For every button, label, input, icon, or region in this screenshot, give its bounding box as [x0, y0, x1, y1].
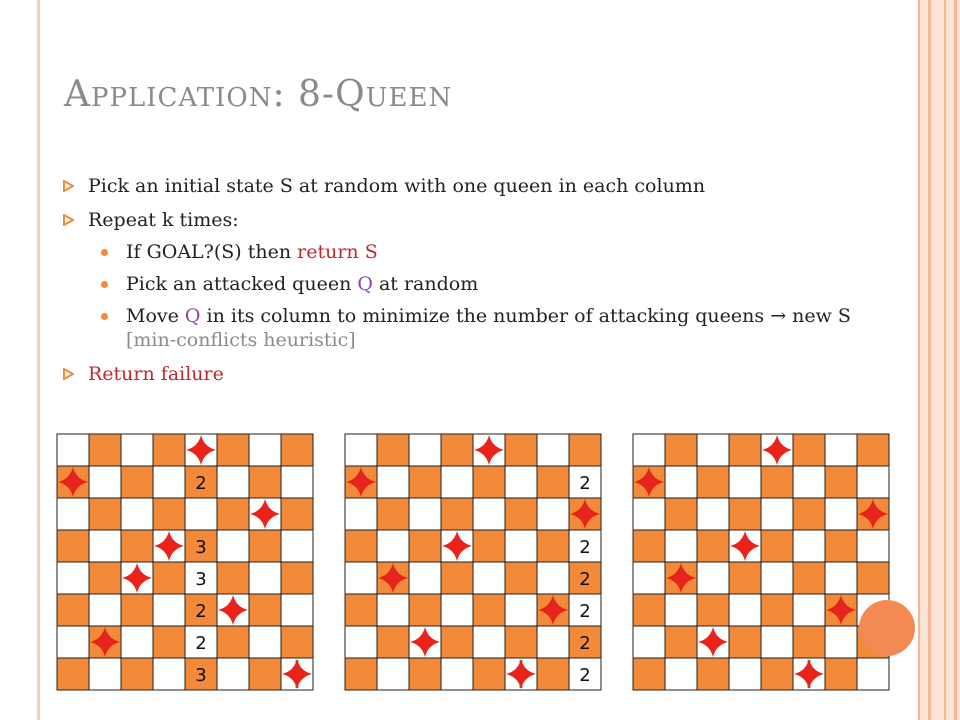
- board-square: [441, 658, 473, 690]
- board-square: [441, 466, 473, 498]
- board-square: [665, 466, 697, 498]
- sub-text: Pick an attacked queen: [126, 273, 358, 295]
- bullet-icon: [62, 180, 74, 192]
- board-square: [665, 498, 697, 530]
- conflict-count-label: 2: [195, 473, 207, 494]
- bullet-text: Return failure: [88, 363, 224, 385]
- board-square: [249, 626, 281, 658]
- sub-text-q: Q: [184, 305, 201, 327]
- board-square: [473, 594, 505, 626]
- conflict-count-label: 2: [195, 601, 207, 622]
- board-square: [697, 434, 729, 466]
- board-square: [697, 658, 729, 690]
- board-square: [473, 498, 505, 530]
- board-square: [345, 530, 377, 562]
- board-square: [249, 530, 281, 562]
- board-square: [473, 658, 505, 690]
- board-square: [697, 530, 729, 562]
- board-square: [633, 594, 665, 626]
- board-square: [537, 498, 569, 530]
- board-square: [441, 562, 473, 594]
- board-square: [281, 466, 313, 498]
- title-colon: : 8-: [272, 74, 336, 115]
- board-square: [57, 434, 89, 466]
- board-square: [89, 434, 121, 466]
- chessboard-1: [56, 433, 314, 691]
- board-square: [761, 658, 793, 690]
- board-square: [537, 530, 569, 562]
- board-square: [537, 434, 569, 466]
- board-square: [761, 530, 793, 562]
- board-square: [89, 530, 121, 562]
- board-square: [153, 594, 185, 626]
- board-square: [153, 498, 185, 530]
- board-square: [217, 562, 249, 594]
- board-square: [377, 434, 409, 466]
- board-square: [697, 562, 729, 594]
- board-square: [217, 530, 249, 562]
- board-square: [729, 434, 761, 466]
- board-square: [409, 530, 441, 562]
- title-first-letter: A: [64, 74, 91, 115]
- board-square: [633, 530, 665, 562]
- bullet-initial-state: [62, 174, 902, 198]
- board-square: [281, 530, 313, 562]
- sub-bullet-pick: [88, 272, 902, 296]
- board-square: [857, 562, 889, 594]
- board-square: [857, 658, 889, 690]
- board-square: [633, 626, 665, 658]
- sub-text: If GOAL?(S) then: [126, 241, 298, 263]
- board-square: [153, 626, 185, 658]
- board-square: [505, 530, 537, 562]
- board-square: [537, 466, 569, 498]
- board-square: [665, 658, 697, 690]
- board-square: [505, 594, 537, 626]
- board-square: [377, 594, 409, 626]
- chessboard-3: [632, 433, 890, 691]
- board-square: [825, 562, 857, 594]
- title-q-letter: Q: [335, 74, 366, 115]
- board-square: [793, 466, 825, 498]
- board-square: [153, 466, 185, 498]
- board-square: [377, 530, 409, 562]
- board-square: [409, 434, 441, 466]
- conflict-count-label: 3: [195, 665, 207, 686]
- board-square: [633, 498, 665, 530]
- board-square: [857, 466, 889, 498]
- board-square: [729, 466, 761, 498]
- board-square: [697, 498, 729, 530]
- bullet-repeat: [62, 208, 902, 352]
- board-square: [185, 498, 217, 530]
- board-square: [57, 626, 89, 658]
- board-square: [89, 498, 121, 530]
- board-square: [441, 498, 473, 530]
- board-square: [537, 626, 569, 658]
- board-square: [825, 658, 857, 690]
- board-square: [89, 562, 121, 594]
- board-square: [473, 466, 505, 498]
- board-square: [345, 562, 377, 594]
- board-square: [89, 466, 121, 498]
- board-square: [377, 626, 409, 658]
- sub-text-q: Q: [357, 273, 373, 295]
- board-square: [537, 658, 569, 690]
- board-square: [857, 434, 889, 466]
- board-square: [633, 658, 665, 690]
- board-square: [441, 434, 473, 466]
- board-square: [441, 626, 473, 658]
- board-square: [249, 434, 281, 466]
- board-square: [761, 626, 793, 658]
- board-square: [377, 466, 409, 498]
- bullet-icon: [62, 368, 74, 380]
- conflict-count-label: 2: [579, 569, 591, 590]
- board-square: [505, 466, 537, 498]
- board-square: [761, 466, 793, 498]
- board-square: [665, 594, 697, 626]
- board-square: [825, 434, 857, 466]
- board-square: [729, 562, 761, 594]
- board-square: [569, 434, 601, 466]
- board-square: [409, 658, 441, 690]
- board-square: [793, 498, 825, 530]
- board-square: [505, 434, 537, 466]
- board-square: [793, 530, 825, 562]
- sub-text: at random: [372, 273, 479, 295]
- board-square: [793, 434, 825, 466]
- board-square: [825, 530, 857, 562]
- board-square: [121, 626, 153, 658]
- title-word1-rest: PPLICATION: [91, 83, 273, 113]
- conflict-count-label: 2: [579, 537, 591, 558]
- board-square: [409, 594, 441, 626]
- conflict-count-label: 3: [195, 537, 207, 558]
- sub-bullet-list: [88, 240, 902, 352]
- board-square: [697, 466, 729, 498]
- board-square: [473, 562, 505, 594]
- bullet-list: [62, 174, 902, 396]
- board-square: [281, 498, 313, 530]
- board-square: [249, 594, 281, 626]
- board-square: [761, 562, 793, 594]
- arrow-icon: →: [770, 305, 787, 327]
- board-square: [825, 498, 857, 530]
- bullet-text: Pick an initial state S at random with one queen in each column: [88, 175, 706, 197]
- sub-text: in its column to minimize the number of attacking queens: [200, 305, 771, 327]
- board-square: [633, 434, 665, 466]
- board-square: [665, 434, 697, 466]
- board-square: [345, 434, 377, 466]
- board-square: [345, 626, 377, 658]
- board-square: [409, 498, 441, 530]
- bullet-return-failure: [62, 362, 902, 386]
- board-square: [281, 562, 313, 594]
- board-square: [89, 658, 121, 690]
- board-square: [729, 594, 761, 626]
- conflict-count-label: 3: [195, 569, 207, 590]
- board-square: [793, 626, 825, 658]
- board-square: [825, 626, 857, 658]
- board-square: [377, 498, 409, 530]
- board-square: [505, 626, 537, 658]
- board-square: [57, 562, 89, 594]
- decorative-circle: [859, 600, 915, 656]
- sub-text-return: return S: [297, 241, 378, 263]
- board-square: [217, 434, 249, 466]
- board-square: [217, 498, 249, 530]
- board-square: [633, 562, 665, 594]
- board-square: [217, 626, 249, 658]
- left-frame: [0, 0, 40, 720]
- board-square: [121, 466, 153, 498]
- chessboard-2: [344, 433, 602, 691]
- board-square: [409, 562, 441, 594]
- board-square: [57, 498, 89, 530]
- sub-text: new S: [786, 305, 851, 327]
- board-square: [793, 562, 825, 594]
- board-square: [409, 466, 441, 498]
- conflict-count-label: 2: [579, 473, 591, 494]
- board-square: [825, 466, 857, 498]
- board-square: [153, 562, 185, 594]
- board-square: [729, 626, 761, 658]
- board-square: [217, 658, 249, 690]
- board-square: [697, 594, 729, 626]
- title-word2-rest: UEEN: [365, 83, 453, 113]
- sub-text-heuristic: [min-conflicts heuristic]: [126, 329, 356, 351]
- sub-bullet-goal: [88, 240, 902, 264]
- sub-text: Move: [126, 305, 185, 327]
- board-square: [505, 498, 537, 530]
- dot-bullet-icon: [101, 249, 108, 256]
- board-square: [153, 658, 185, 690]
- board-square: [281, 594, 313, 626]
- board-square: [729, 658, 761, 690]
- board-square: [281, 626, 313, 658]
- right-frame: [918, 0, 960, 720]
- board-square: [57, 658, 89, 690]
- board-square: [761, 594, 793, 626]
- board-square: [121, 498, 153, 530]
- conflict-count-label: 2: [195, 633, 207, 654]
- board-square: [473, 626, 505, 658]
- conflict-count-label: 2: [579, 633, 591, 654]
- board-square: [57, 594, 89, 626]
- board-square: [249, 658, 281, 690]
- board-square: [761, 498, 793, 530]
- board-square: [857, 530, 889, 562]
- board-square: [665, 626, 697, 658]
- board-square: [281, 434, 313, 466]
- bullet-text: Repeat k times:: [88, 209, 239, 231]
- bullet-icon: [62, 214, 74, 226]
- board-square: [793, 594, 825, 626]
- board-square: [345, 498, 377, 530]
- board-square: [249, 562, 281, 594]
- board-square: [89, 594, 121, 626]
- dot-bullet-icon: [101, 313, 108, 320]
- slide-title: [64, 74, 452, 115]
- board-square: [121, 434, 153, 466]
- board-square: [153, 434, 185, 466]
- board-square: [441, 594, 473, 626]
- conflict-count-label: 2: [579, 665, 591, 686]
- board-square: [729, 498, 761, 530]
- board-square: [217, 466, 249, 498]
- board-square: [121, 594, 153, 626]
- sub-bullet-move: [88, 304, 902, 352]
- board-square: [121, 530, 153, 562]
- board-square: [249, 466, 281, 498]
- board-square: [537, 562, 569, 594]
- board-square: [377, 658, 409, 690]
- dot-bullet-icon: [101, 281, 108, 288]
- board-square: [345, 658, 377, 690]
- board-square: [505, 562, 537, 594]
- board-square: [121, 658, 153, 690]
- board-square: [665, 530, 697, 562]
- board-square: [345, 594, 377, 626]
- board-square: [473, 530, 505, 562]
- board-square: [57, 530, 89, 562]
- conflict-count-label: 2: [579, 601, 591, 622]
